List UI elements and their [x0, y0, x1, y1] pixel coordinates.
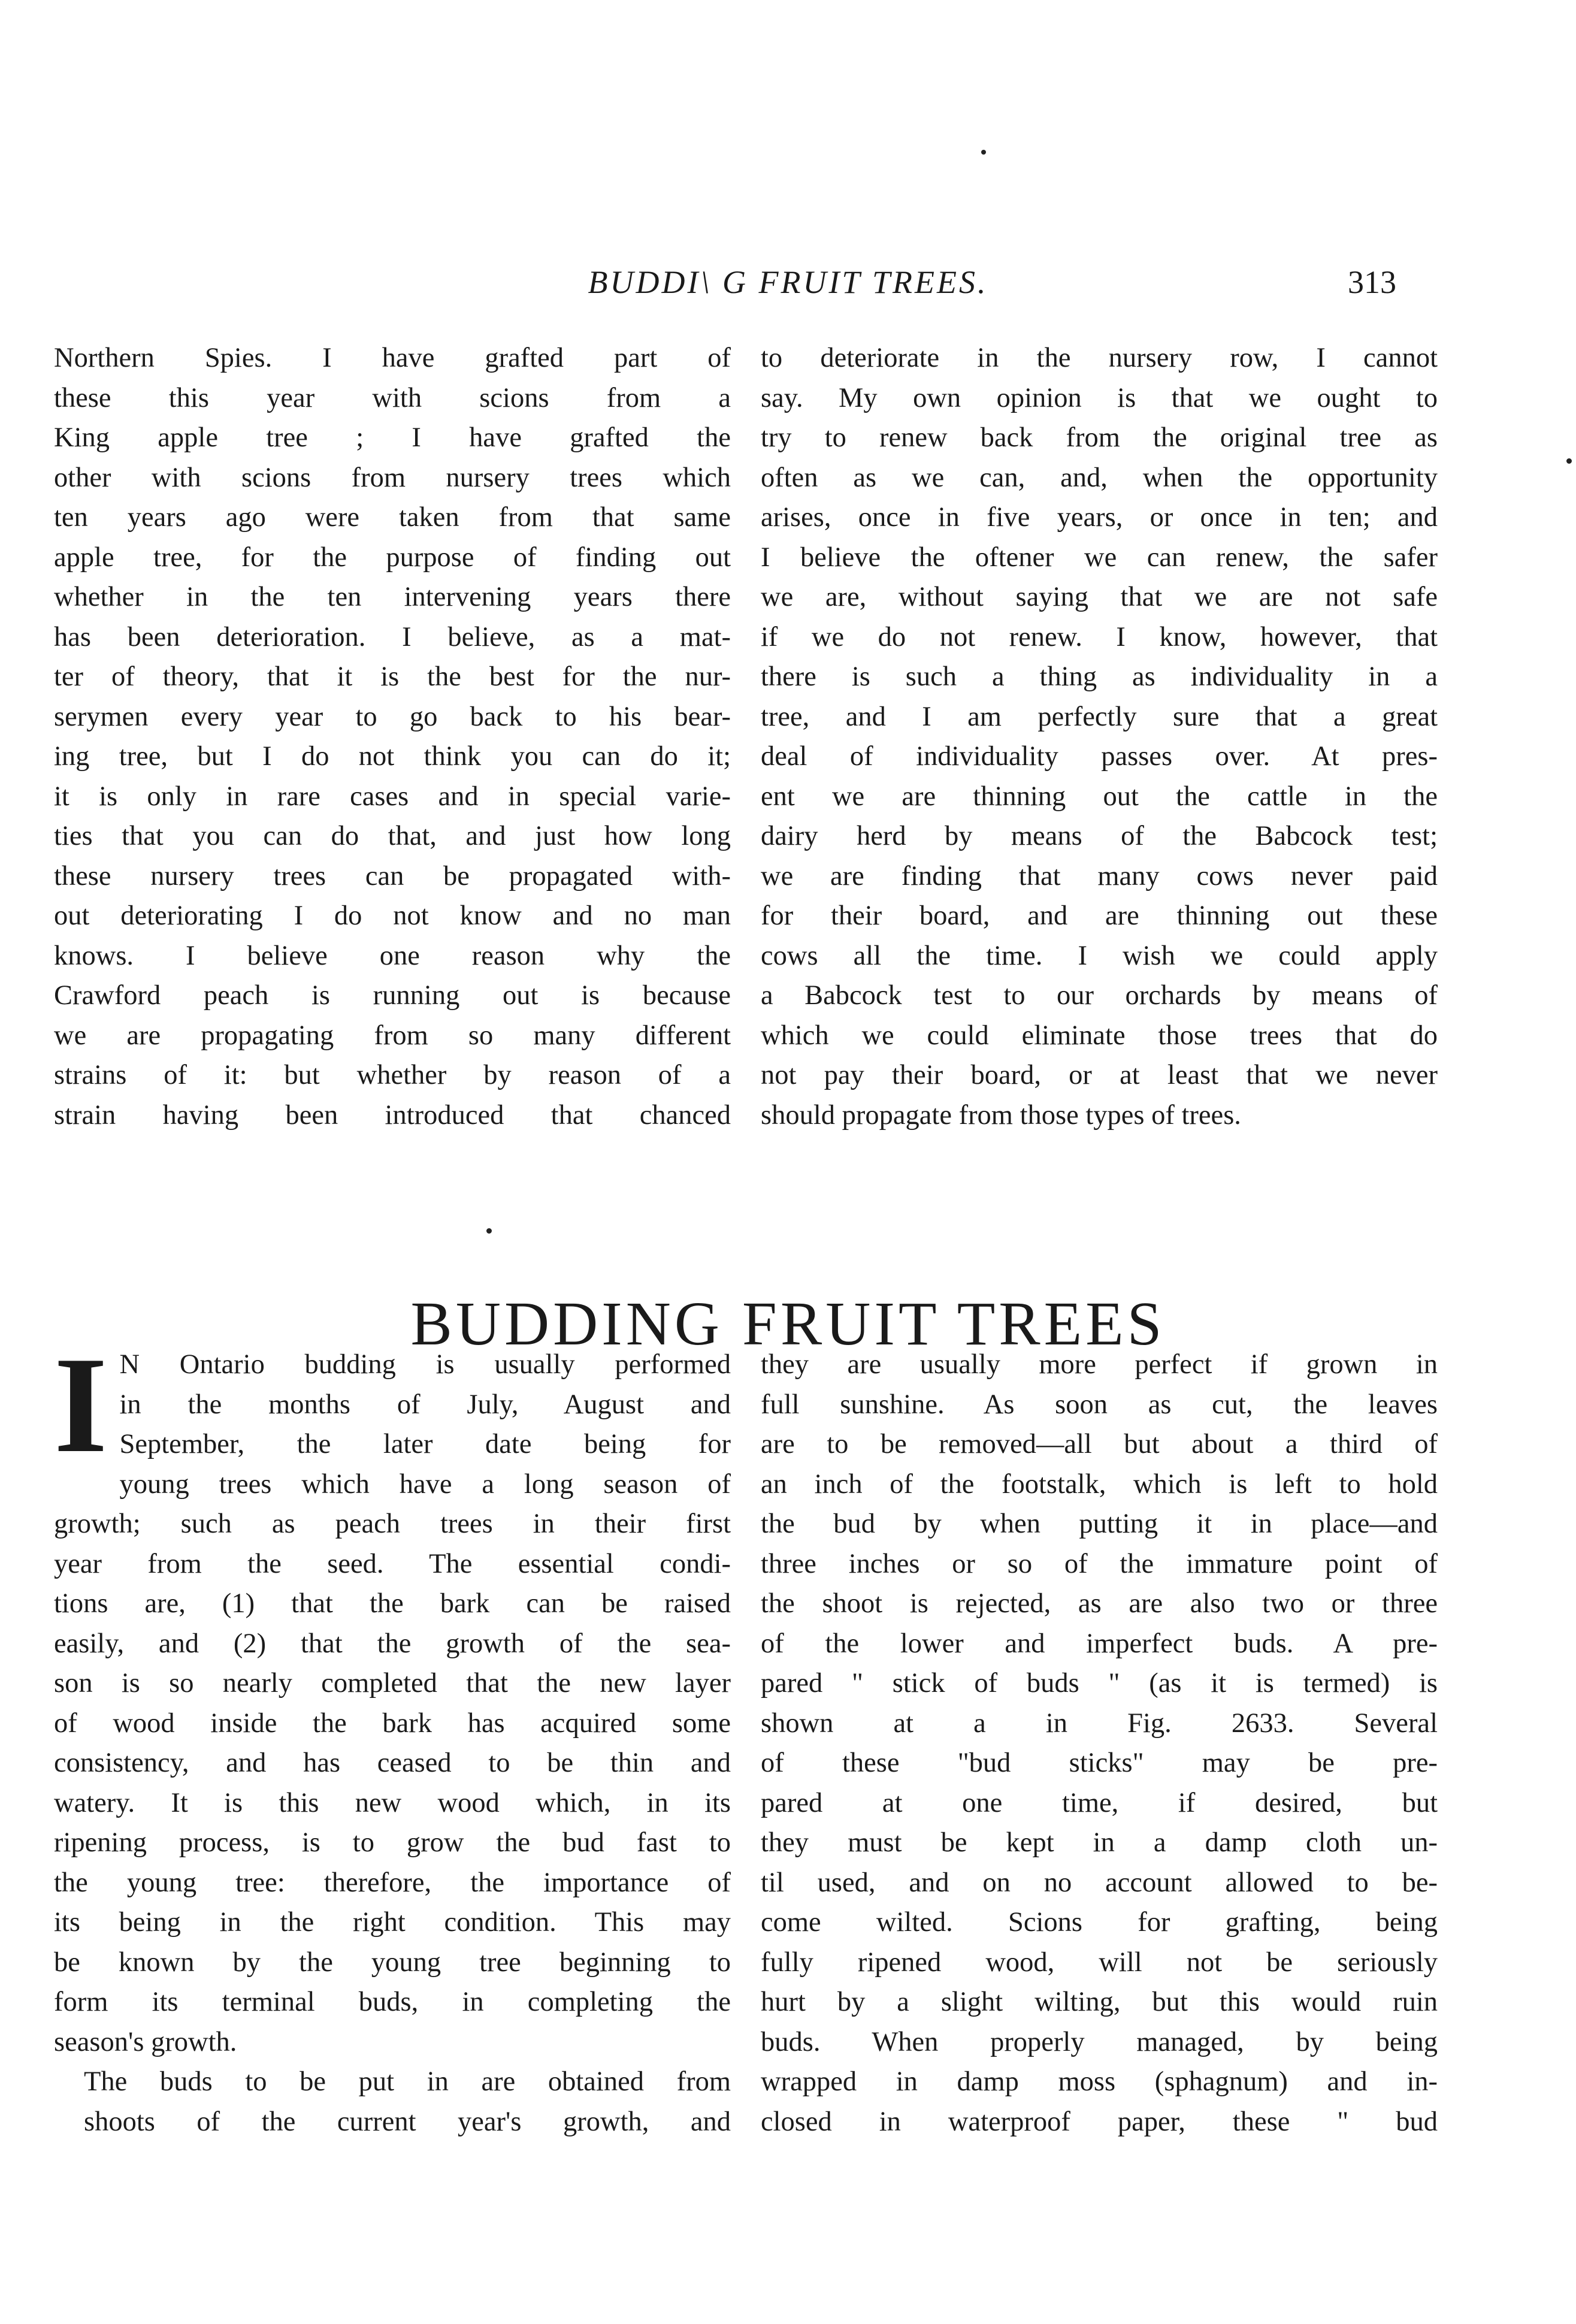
article-paragraph-continued	[761, 1345, 1438, 2142]
text-line: whether in the ten intervening years there	[54, 582, 731, 612]
text-line: we are finding that many cows never paid	[761, 860, 1438, 891]
text-line: be known by the young tree beginning to	[54, 1947, 731, 1978]
text-line: closed in waterproof paper, these " bud	[761, 2106, 1438, 2137]
text-line: of these "bud sticks" may be pre-	[761, 1748, 1438, 1778]
top-right-column	[761, 339, 1438, 1135]
text-line: season's growth.	[54, 2026, 237, 2057]
text-line: three inches or so of the immature point of	[761, 1548, 1438, 1579]
drop-cap: I	[54, 1328, 108, 1481]
page-number: 313	[1348, 264, 1396, 300]
text-line: they are usually more perfect if grown in	[761, 1349, 1438, 1380]
text-line: these this year with scions from a	[54, 382, 731, 413]
text-line: for their board, and are thinning out these	[761, 900, 1438, 931]
text-line: ing tree, but I do not think you can do it;	[54, 741, 731, 772]
text-line: should propagate from those types of trees.	[761, 1099, 1241, 1131]
text-line: to deteriorate in the nursery row, I cannot	[761, 343, 1438, 373]
text-line: September, the later date being for	[119, 1429, 731, 1459]
text-line: pared at one time, if desired, but	[761, 1787, 1438, 1818]
text-line: the bud by when putting it in place—and	[761, 1509, 1438, 1539]
text-line: I believe the oftener we can renew, the safer	[761, 542, 1438, 573]
text-line: ripening process, is to grow the bud fast to	[54, 1827, 731, 1858]
article-paragraph-1	[54, 1328, 731, 2062]
text-line: ter of theory, that it is the best for the nur-	[54, 661, 731, 692]
text-line: out deteriorating I do not know and no man	[54, 900, 731, 931]
text-line: Northern Spies. I have grafted part of	[54, 343, 731, 373]
text-line: of the lower and imperfect buds. A pre-	[761, 1628, 1438, 1659]
text-line: strains of it: but whether by reason of a	[54, 1060, 731, 1090]
text-line: has been deterioration. I believe, as a mat-	[54, 621, 731, 652]
continued-paragraph-left	[54, 339, 731, 1135]
text-line: young trees which have a long season of	[119, 1468, 731, 1500]
text-line: consistency, and has ceased to be thin and	[54, 1748, 731, 1778]
text-line: watery. It is this new wood which, in its	[54, 1787, 731, 1818]
text-line: it is only in rare cases and in special varie-	[54, 781, 731, 812]
text-line: deal of individuality passes over. At pres-	[761, 741, 1438, 772]
text-line: The buds to be put in are obtained from	[84, 2066, 731, 2097]
text-line: dairy herd by means of the Babcock test;	[761, 821, 1438, 851]
text-line: pared " stick of buds " (as it is termed) is	[761, 1668, 1438, 1699]
text-line: buds. When properly managed, by being	[761, 2026, 1438, 2057]
text-line: often as we can, and, when the opportunity	[761, 462, 1438, 493]
text-line: come wilted. Scions for grafting, being	[761, 1907, 1438, 1938]
text-line: ent we are thinning out the cattle in the	[761, 781, 1438, 812]
text-line: an inch of the footstalk, which is left to hold	[761, 1468, 1438, 1500]
running-head: BUDDI\ G FRUIT TREES.	[588, 264, 988, 300]
text-line: N Ontario budding is usually performed	[119, 1349, 731, 1380]
text-line: easily, and (2) that the growth of the sea-	[54, 1628, 731, 1659]
article-left-column	[54, 1328, 731, 2142]
text-line: ten years ago were taken from that same	[54, 502, 731, 533]
text-line: are to be removed—all but about a third of	[761, 1429, 1438, 1459]
text-line: we are propagating from so many different	[54, 1020, 731, 1051]
text-line: shoots of the current year's growth, and	[84, 2106, 731, 2137]
article-paragraph-2	[54, 2062, 731, 2142]
text-line: they must be kept in a damp cloth un-	[761, 1827, 1438, 1858]
text-line: form its terminal buds, in completing the	[54, 1987, 731, 2017]
text-line: Crawford peach is running out is because	[54, 980, 731, 1011]
text-line: which we could eliminate those trees that do	[761, 1020, 1438, 1051]
text-line: hurt by a slight wilting, but this would ruin	[761, 1987, 1438, 2017]
text-line: tree, and I am perfectly sure that a great	[761, 701, 1438, 732]
text-line: ties that you can do that, and just how long	[54, 821, 731, 851]
text-line: if we do not renew. I know, however, that	[761, 621, 1438, 652]
text-line: there is such a thing as individuality in a	[761, 661, 1438, 692]
text-line: the young tree: therefore, the importance of	[54, 1867, 731, 1898]
text-line: son is so nearly completed that the new layer	[54, 1668, 731, 1699]
text-line: wrapped in damp moss (sphagnum) and in-	[761, 2066, 1438, 2097]
text-line: King apple tree ; I have grafted the	[54, 422, 731, 453]
text-line: arises, once in five years, or once in ten; and	[761, 502, 1438, 533]
text-line: of wood inside the bark has acquired some	[54, 1708, 731, 1739]
text-line: a Babcock test to our orchards by means of	[761, 980, 1438, 1011]
speck-dot	[486, 1228, 492, 1234]
text-line: try to renew back from the original tree as	[761, 422, 1438, 453]
text-line: full sunshine. As soon as cut, the leaves	[761, 1389, 1438, 1420]
text-line: say. My own opinion is that we ought to	[761, 382, 1438, 413]
text-line: cows all the time. I wish we could apply	[761, 940, 1438, 971]
text-line: growth; such as peach trees in their first	[54, 1509, 731, 1539]
article-right-column	[761, 1345, 1438, 2142]
text-line: we are, without saying that we are not safe	[761, 582, 1438, 612]
top-left-column	[54, 339, 731, 1135]
text-line: these nursery trees can be propagated with-	[54, 860, 731, 891]
text-line: not pay their board, or at least that we never	[761, 1060, 1438, 1090]
text-line: strain having been introduced that chanced	[54, 1099, 731, 1131]
article-title: BUDDING FRUIT TREES	[410, 1289, 1166, 1358]
continued-paragraph-right	[761, 339, 1438, 1135]
text-line: knows. I believe one reason why the	[54, 940, 731, 971]
text-line: serymen every year to go back to his bear-	[54, 701, 731, 732]
text-line: year from the seed. The essential condi-	[54, 1548, 731, 1579]
speck-dot	[981, 150, 986, 155]
text-line: its being in the right condition. This may	[54, 1907, 731, 1938]
text-line: shown at a in Fig. 2633. Several	[761, 1708, 1438, 1739]
speck-dot	[1566, 458, 1572, 464]
text-line: tions are, (1) that the bark can be raised	[54, 1588, 731, 1619]
text-line: til used, and on no account allowed to be-	[761, 1867, 1438, 1898]
text-line: in the months of July, August and	[119, 1389, 731, 1420]
text-line: the shoot is rejected, as are also two or three	[761, 1588, 1438, 1619]
text-line: fully ripened wood, will not be seriously	[761, 1947, 1438, 1978]
text-line: apple tree, for the purpose of finding out	[54, 542, 731, 573]
text-line: other with scions from nursery trees which	[54, 462, 731, 493]
